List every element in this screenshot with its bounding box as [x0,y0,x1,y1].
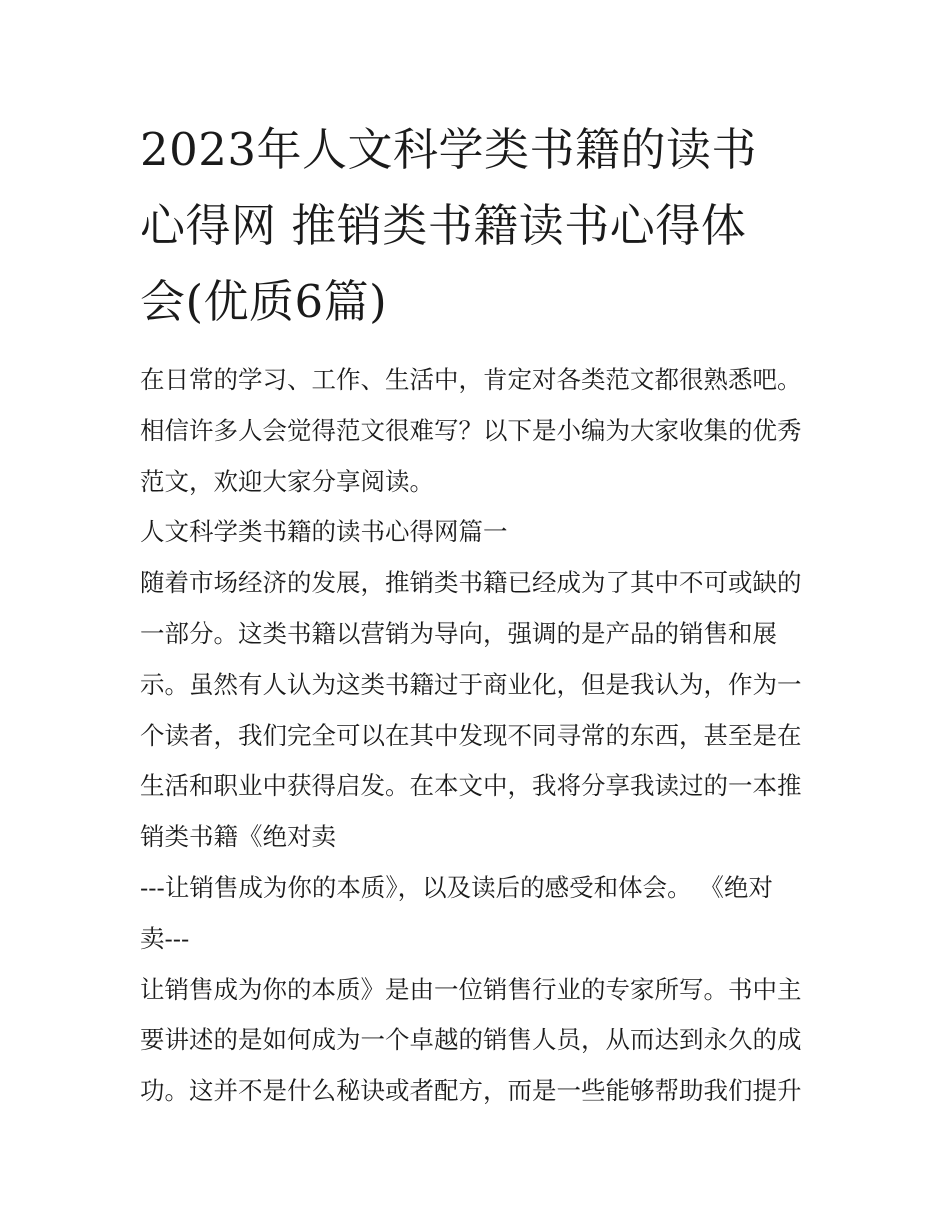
title-line: 会(优质6篇) [140,275,388,328]
body-line: 范文，欢迎大家分享阅读。 [140,466,434,496]
document-body [140,355,820,1117]
body-line: 让销售成为你的本质》是由一位销售行业的专家所写。书中主 [140,974,802,1004]
body-line: 在日常的学习、工作、生活中，肯定对各类范文都很熟悉吧。 [140,365,802,394]
body-line: ---让销售成为你的本质》，以及读后的感受和体会。 《绝对 [140,872,773,902]
body-line: 相信许多人会觉得范文很难写？以下是小编为大家收集的优秀 [140,415,802,445]
title-line: 心得网 推销类书籍读书心得体 [140,199,747,252]
section-heading: 人文科学类书籍的读书心得网篇一 [140,517,508,547]
body-line: 生活和职业中获得启发。在本文中，我将分享我读过的一本推 [140,771,802,801]
title-line: 2023年人文科学类书籍的读书 [140,123,758,176]
document-page [140,112,820,1117]
body-line: 销类书籍《绝对卖 [140,822,336,852]
body-line: 个读者，我们完全可以在其中发现不同寻常的东西，甚至是在 [140,720,802,750]
document-title [140,112,820,340]
body-line: 功。这并不是什么秘诀或者配方，而是一些能够帮助我们提升 [140,1076,802,1106]
body-line: 要讲述的是如何成为一个卓越的销售人员，从而达到永久的成 [140,1025,802,1055]
body-line: 随着市场经济的发展，推销类书籍已经成为了其中不可或缺的 [140,568,802,598]
body-line: 一部分。这类书籍以营销为导向，强调的是产品的销售和展 [140,618,777,648]
body-line: 卖--- [140,923,190,953]
body-line: 示。虽然有人认为这类书籍过于商业化，但是我认为，作为一 [140,669,802,699]
